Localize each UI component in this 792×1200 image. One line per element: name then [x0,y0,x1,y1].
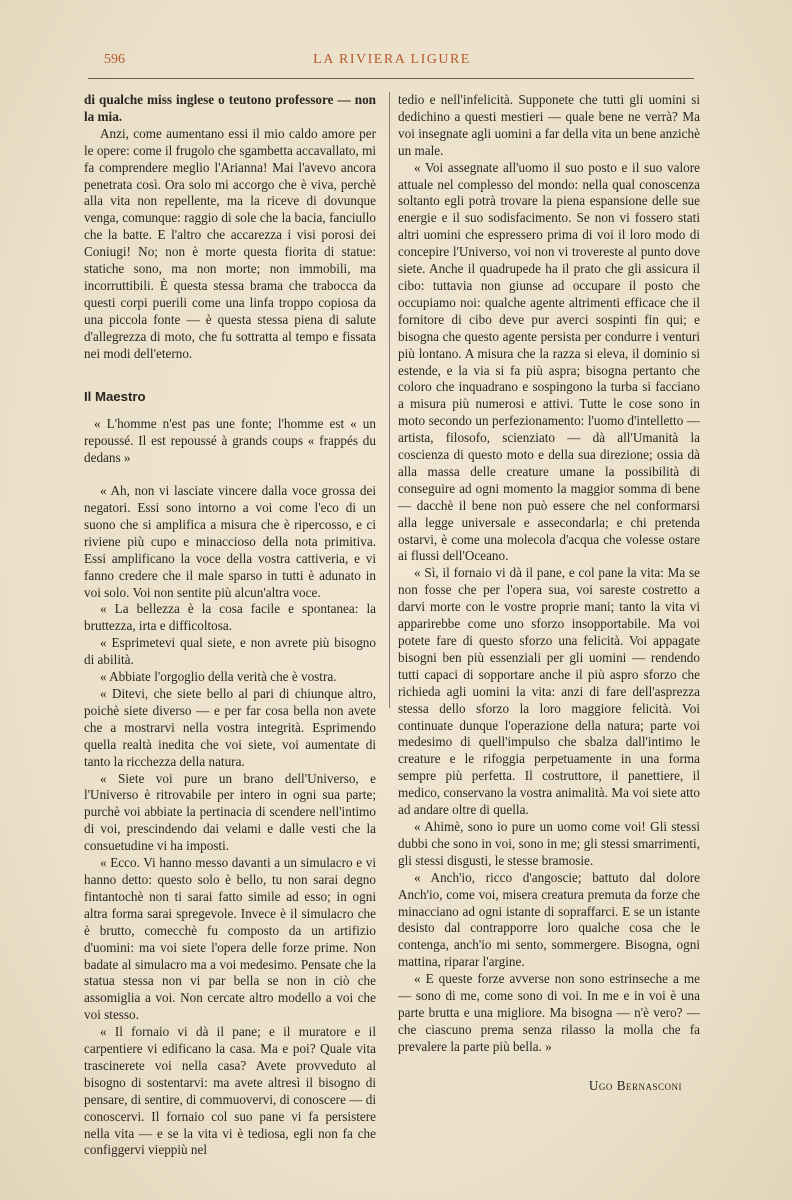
paragraph: « Ecco. Vi hanno messo davanti a un simulacro e vi hanno detto: questo solo è bello, tu non sarai degno fintantochè non ti sarai fatto simile ad esso; in ogni altra forma sarai spregevole. Invece è il simulacro che è brutto, comecchè fu composto da un artifizio d'uomini: ma voi siete l'opera delle forze prime. Non badate al simulacro ma a voi medesimo. Pensate che la statua stessa non vi par bella se non in ciò che assomiglia a voi. Non cercate altro modello a voi che voi stesso. [84,855,376,1023]
journal-title: LA RIVIERA LIGURE [313,52,471,67]
epigraph [84,416,376,467]
paragraph: « Sì, il fornaio vi dà il pane, e col pane la vita: Ma se non fosse che per l'opera sua, voi sareste costretto a darvi morte con le vostre proprie mani; tanto la vita vi apparirebbe come uno sforzo insopportabile. Ma voi potete fare di questo sforzo una felicità. Voi appagate bisogni ben più essenziali per gli uomini — rendendo tutti capaci di sopportare anche il più aspro sforzo che richieda agli uomini la vita: anzi di fare dell'asprezza stessa dello sforzo la loro maggiore felicità. Voi continuate dunque l'operazione della natura; parte voi medesimo di quell'impulso che sbalza dall'intimo le creature e le rifoggia perpetuamente in una forma sempre più perfetta. Il costruttore, il panettiere, il medico, conservano la vostra animalità. Ma voi siete atto ad andare oltre di quella. [398,565,700,818]
paragraph: « Ah, non vi lasciate vincere dalla voce grossa dei negatori. Essi sono intorno a voi come l'eco di un suono che si amplifica a misura che è ripercosso, e ci riviene più cupo e minaccioso della nota primitiva. Essi amplificano la voce della vostra cattiveria, e vi fanno credere che il male sparso in tutti è adunato in voi solo. Voi non sentite più alcun'altra voce. [84,483,376,600]
paragraph: « Abbiate l'orgoglio della verità che è vostra. [100,669,337,685]
left-column [84,92,376,1159]
paragraph: « Il fornaio vi dà il pane; e il muratore e il carpentiere vi edificano la casa. Ma e poi? Quale vita trascinerete voi nella casa? Avete provveduto al bisogno di sostentarvi: ma avete altresì il bisogno di pensare, di sentire, di commuovervi, di conoscere — di conoscervi. Il fornaio col suo pane vi fa persistere nella vita — e se la vita vi è tediosa, egli non fa che configgervi vieppiù nel [84,1024,376,1158]
page-number: 596 [104,52,125,67]
paragraph: « Siete voi pure un brano dell'Universo, e l'Universo è ritrovabile per intero in ogni sua parte; purchè voi abbiate la pertinacia di scendere nell'intimo di voi, prescindendo dai velami e dalle vesti che la consuetudine vi ha imposti. [84,770,376,854]
paragraph: « Voi assegnate all'uomo il suo posto e il suo valore attuale nel complesso del mondo: nella qual conoscenza soltanto egli potrà trovare la piena espansione delle sue energie e il suo sodisfacimento. Se non vi fossero stati altri uomini che espressero prima di voi il loro modo di concepire l'Universo, voi non vi trovereste al punto dove siete. Anche il quadrupede ha il prato che gli assicura il cibo: tuttavia non giunse ad occupare il posto che occupiamo noi: qualche agente altrimenti efficace che il fornitore di cibo deve pur averci sospinti fin qui; e bisogna che questo agente persista per condurre i venturi più lontano. A misura che la razza si eleva, il dominio si estende, e la via si fa più aspra; bisogna pertanto che coloro che inquadrano e sospingono la turba si facciano a misura più numerosi e attivi. Tutte le cose sono in moto secondo un perfezionamento: l'uomo d'intelletto — artista, filosofo, scienziato — dà all'Umanità la coscienza di questo moto e della sua direzione; ossia dà alla massa delle creature umane la possibilità di conseguire ad ogni momento la maggior somma di bene — dacchè il bene non può essere che nel conformarsi alla legge universale e assecondarla; e chi pretenda ostarvi, è come una molecola d'acqua che volesse ostare ai flussi dell'Oceano. [398,159,700,564]
paragraph: « Esprimetevi qual siete, e non avrete più bisogno di abilità. [84,635,376,668]
column-divider [389,92,390,708]
paragraph: Anzi, come aumentano essi il mio caldo amore per le opere: come il frugolo che sgambetta accavallato, mi fa comprendere meglio l'Arianna! Mai l'avevo ancora penetrata così. Ora solo mi accorgo che è viva, perchè alla vita non repellente, ma la riceve di dovunque venga, comunque: raggio di sole che la bacia, fanciullo che la batte. E l'altro che accarezza i visi porosi dei Coniugi! No; non è morte questa fiorita di statue: statiche sono, ma non morte; non immobili, ma incorruttibili. È questa stessa brama che trabocca da questi corpi puerili come una linfa troppo copiosa da una piccola fonte — è questa stessa piena di salute d'allegrezza di moto, che fu sottratta al tempo e fissata nei modi dell'eterno. [84,125,376,361]
paragraph: « La bellezza è la cosa facile e spontanea: la bruttezza, irta e difficoltosa. [84,601,376,634]
paragraph: « Ditevi, che siete bello al pari di chiunque altro, poichè siete diverso — e per far cosa bella non avete che a mostrarvi nella vostra integrità. Esprimendo quella realtà inedita che voi siete, voi aumentate di tanto la ricchezza della natura. [84,686,376,769]
running-header [90,52,694,74]
right-column [398,92,700,1095]
section-heading: Il Maestro [84,388,146,404]
paragraph: tedio e nell'infelicità. Supponete che tutti gli uomini si dedichino a questi mestieri — quale bene ne verrà? Ma voi insegnate agli uomini a far della vita un bene anzichè un male. [398,92,700,158]
paragraph: « Ahimè, sono io pure un uomo come voi! Gli stessi dubbi che sono in voi, sono in me; gli stessi smarrimenti, gli stessi disgusti, le stesse bramosie. [398,818,700,868]
author-signature: Ugo Bernasconi [588,1077,682,1093]
paragraph: « Anch'io, ricco d'angoscie; battuto dal dolore Anch'io, come voi, misera creatura premuta da forze che minacciano ad ogni istante di sopraffarci. E se un istante desisto dal contrapporre loro qualche cosa che le contenga, anch'io mi sento, sommergere. Bisogna, ogni mattina, riparar l'argine. [398,869,700,970]
epigraph-text: « L'homme n'est pas une fonte; l'homme est « un repoussé. Il est repoussé à grands coups « frappés du dedans » [84,416,376,466]
paragraph: di qualche miss inglese o teutono professore — non la mia. [84,92,376,124]
header-rule [88,78,694,79]
paragraph: « E queste forze avverse non sono estrinseche a me — sono di me, come sono di voi. In me e in voi è una parte brutta e una migliore. Ma bisogna — n'è vero? — che ciascuno prema senza rilasso la molla che fa prevalere la parte più bella. » [398,971,700,1054]
